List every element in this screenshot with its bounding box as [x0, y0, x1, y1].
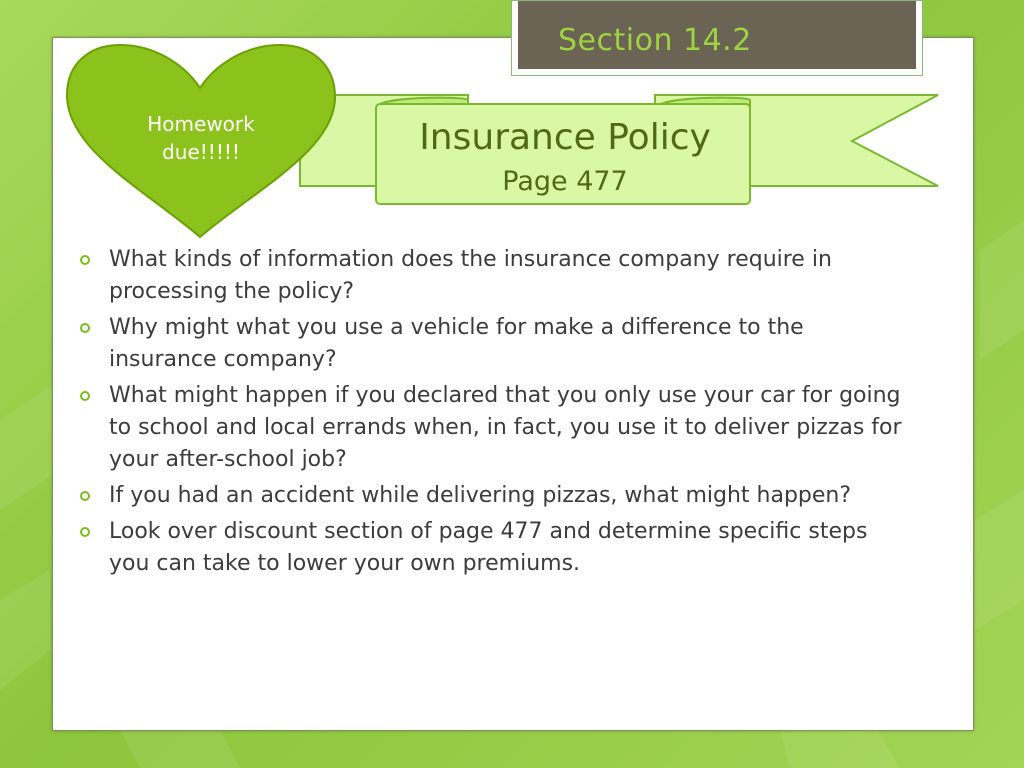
bullet-text: Look over discount section of page 477 and determine specific steps you can take to lower your own premiums.: [109, 519, 868, 576]
bullet-text: Why might what you use a vehicle for make a difference to the insurance company?: [109, 315, 804, 372]
slide-subtitle: Page 477: [502, 166, 628, 197]
list-item: [78, 516, 908, 580]
ring-bullet-icon: [80, 491, 90, 501]
bullet-text: If you had an accident while delivering pizzas, what might happen?: [109, 483, 852, 508]
ring-bullet-icon: [80, 391, 90, 401]
bullet-text: What kinds of information does the insurance company require in processing the policy?: [109, 247, 832, 304]
list-item: [78, 244, 908, 308]
section-title: Section 14.2: [558, 23, 752, 58]
ring-bullet-icon: [80, 527, 90, 537]
heart-label-line1: Homework: [147, 112, 255, 136]
ring-bullet-icon: [80, 323, 90, 333]
bullet-list: [78, 244, 908, 584]
bullet-text: What might happen if you declared that you only use your car for going to school and local errands when, in fact, you use it to deliver pizzas for your after-school job?: [109, 383, 902, 472]
list-item: [78, 380, 908, 476]
ring-bullet-icon: [80, 255, 90, 265]
heart-label: [118, 110, 284, 166]
slide-title: Insurance Policy: [419, 117, 711, 158]
list-item: [78, 480, 908, 512]
heart-label-line2: due!!!!!: [162, 140, 240, 164]
list-item: [78, 312, 908, 376]
